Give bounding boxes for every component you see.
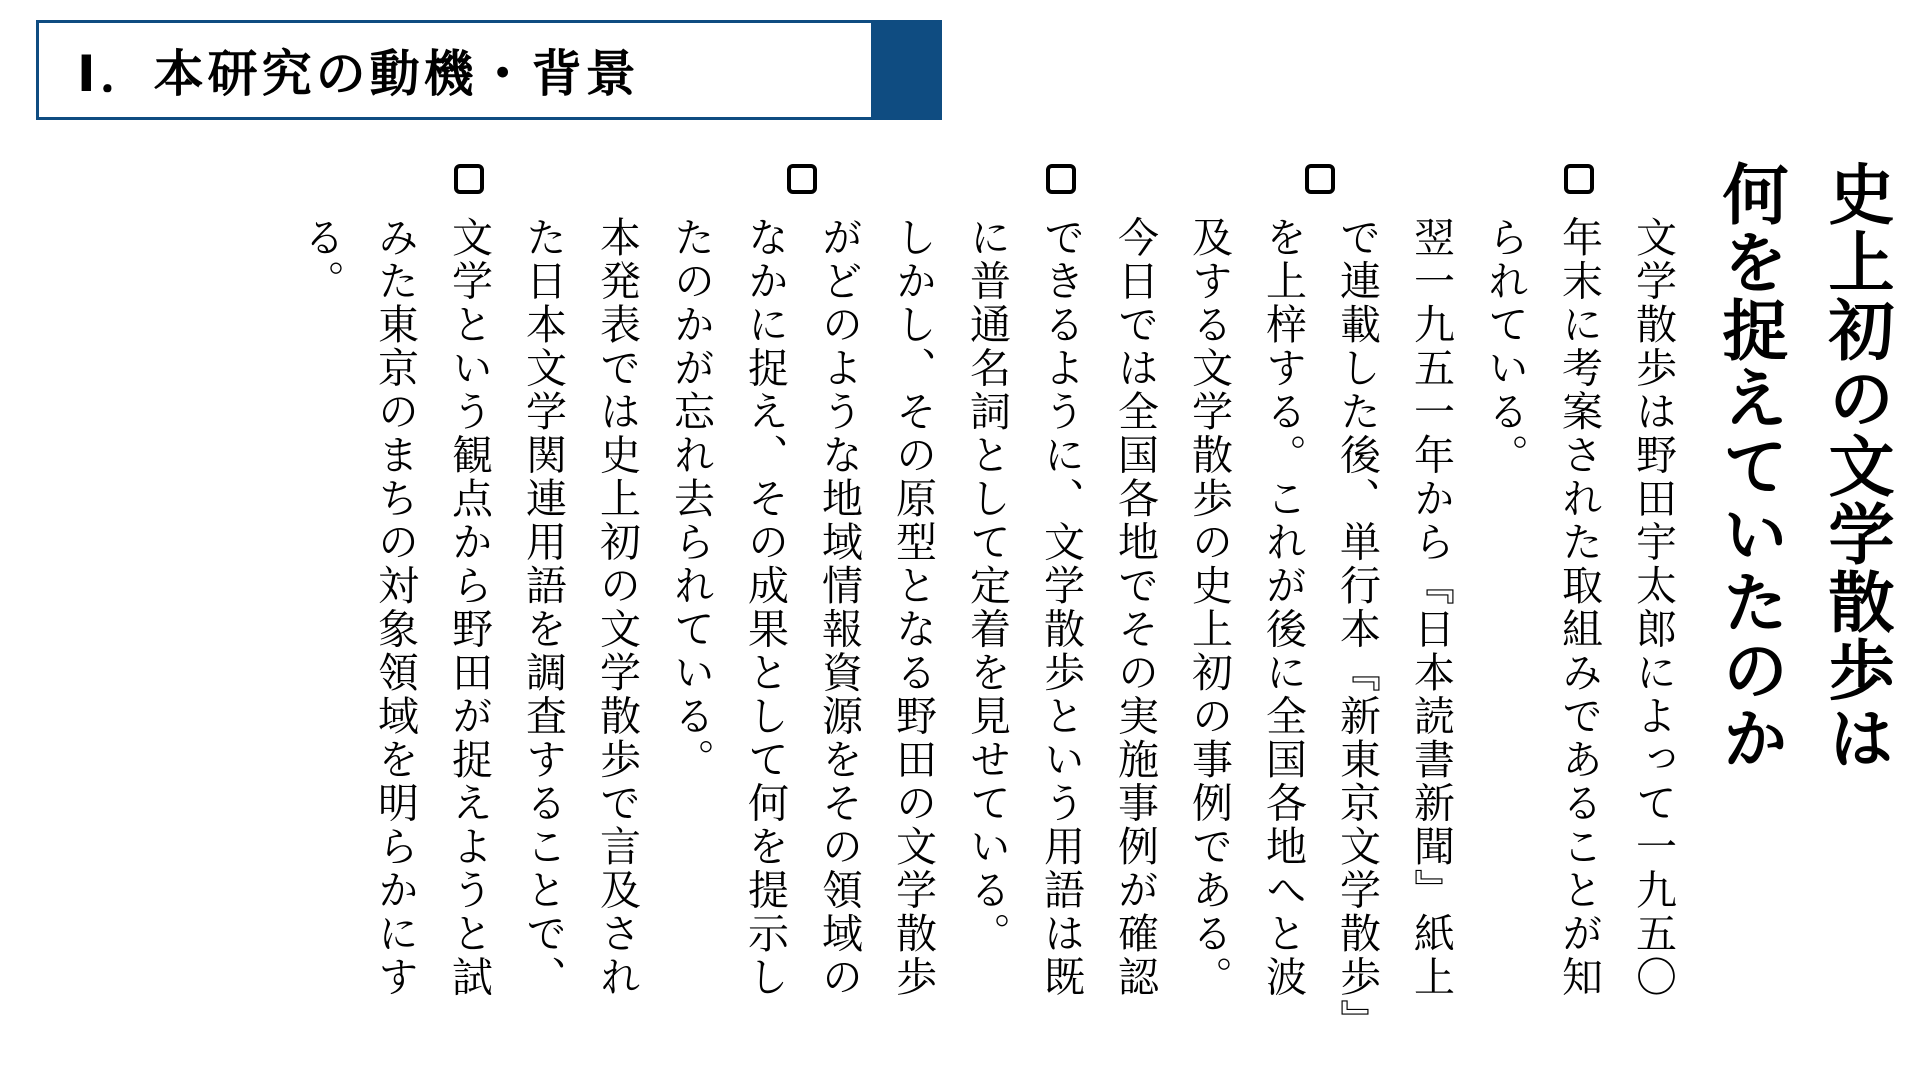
square-bullet-icon [1564, 164, 1594, 194]
square-bullet-icon [787, 164, 817, 194]
bullet-item [1468, 160, 1690, 1040]
square-bullet-icon [1046, 164, 1076, 194]
bullet-text: 本発表では史上初の文学散歩で言及された日本文学関連用語を調査することで、文学という観点から野田が捉えようと試みた東京のまちの対象領域を明らかにする。 [297, 216, 641, 999]
bullet-text: 文学散歩は野田宇太郎によって一九五〇年末に考案された取組みであることが知られている。 [1481, 216, 1677, 999]
bullet-text: 翌一九五一年から『日本読書新聞』紙上で連載した後、単行本『新東京文学散歩』を上梓する。これが後に全国各地へと波及する文学散歩の史上初の事例である。 [1185, 216, 1455, 1022]
bullet-item [1172, 160, 1468, 1040]
section-header [36, 20, 942, 120]
vertical-text-content [284, 160, 1908, 1040]
header-accent-bar [871, 23, 939, 117]
bullet-item [654, 160, 950, 1040]
bullet-text: しかし、その原型となる野田の文学散歩がどのような地域情報資源をその領域のなかに捉え、その成果として何を提示したのかが忘れ去られている。 [667, 216, 937, 999]
square-bullet-icon [454, 164, 484, 194]
bullet-list [284, 160, 1690, 1040]
section-title: Ⅰ．本研究の動機・背景 [77, 45, 640, 103]
main-heading-line-2: 何を捉えていたのか [1711, 160, 1788, 772]
bullet-item [284, 160, 654, 1040]
main-heading-line-1: 史上初の文学散歩は [1817, 160, 1894, 772]
bullet-text: 今日では全国各地でその実施事例が確認できるように、文学散歩という用語は既に普通名詞として定着を見せている。 [963, 216, 1159, 999]
bullet-item [950, 160, 1172, 1040]
square-bullet-icon [1305, 164, 1335, 194]
main-heading [1696, 160, 1908, 1040]
